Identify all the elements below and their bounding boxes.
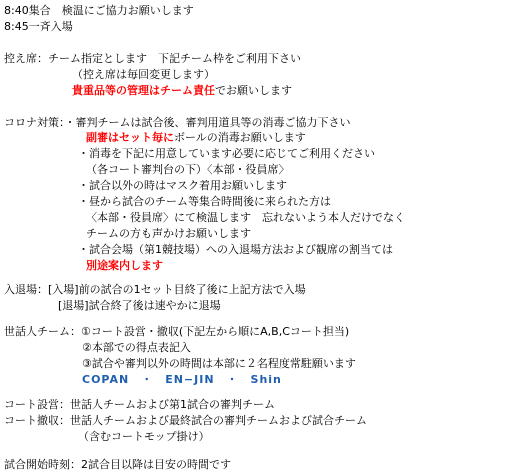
valuables-suffix: でお願いします xyxy=(215,84,292,97)
court-teardown-line: コート撤収：世話人チームおよび最終試合の審判チームおよび試合チーム xyxy=(4,414,367,427)
host-team-names: COPAN ・ EN−JIN ・ Shin xyxy=(82,373,282,386)
temperature-check-line: 〈本部・役員席〉にて検温します 忘れないよう本人だけでなく xyxy=(86,211,405,224)
covid-ball-line xyxy=(86,131,306,144)
late-arrival-line: ・昼から試合のチーム等集合時間後に来られた方は xyxy=(78,195,331,208)
covid-header-line: コロナ対策：・審判チームは試合後、審判用道具等の消毒ご協力下さい xyxy=(4,116,351,129)
separate-guidance-warning: 別途案内します xyxy=(86,259,163,272)
match-start-line: 試合開始時刻：2試合目以降は目安の時間です xyxy=(4,458,231,471)
court-mop-note: （含むコートモップ掛け） xyxy=(78,430,210,443)
line-judge-warning: 副審はセット毎に xyxy=(86,131,174,144)
reserve-seat-line: 控え席：チーム指定とします 下記チーム枠をご利用下さい xyxy=(4,52,301,65)
exit-line: [退場]試合終了後は速やかに退場 xyxy=(58,299,221,312)
valuables-line xyxy=(72,84,292,97)
team-callout-line: チームの方も声かけお願いします xyxy=(86,227,251,240)
entry-exit-line: 入退場：[入場]前の試合の1セット目終了後に上記方法で入場 xyxy=(4,283,306,296)
valuables-warning: 貴重品等の管理はチーム責任 xyxy=(72,84,215,97)
ball-disinfect-text: ボールの消毒お願いします xyxy=(174,131,306,144)
host-team-scoring-line: ②本部での得点表記入 xyxy=(82,341,191,354)
mask-line: ・試合以外の時はマスク着用お願いします xyxy=(78,179,287,192)
host-team-standby-line: ③試合や審判以外の時間は本部に２名程度常駐願います xyxy=(82,357,356,370)
disinfectant-line: ・消毒を下記に用意しています必要に応じてご利用ください xyxy=(78,147,375,160)
entry-time-line: 8:45一斉入場 xyxy=(4,20,73,33)
host-team-line: 世話人チーム：①コート設営・撤収(下記左から順にA,B,Cコート担当) xyxy=(4,325,350,338)
reserve-seat-note: （控え席は毎回変更します） xyxy=(72,68,215,81)
court-setup-line: コート設営：世話人チームおよび第1試合の審判チーム xyxy=(4,398,275,411)
venue-entry-line: ・試合会場（第1競技場）への入退場方法および観席の割当ては xyxy=(78,243,393,256)
assembly-time-line: 8:40集合 検温にご協力お願いします xyxy=(4,4,194,17)
disinfectant-location: （各コート審判台の下）〈本部・役員席〉 xyxy=(86,163,290,176)
